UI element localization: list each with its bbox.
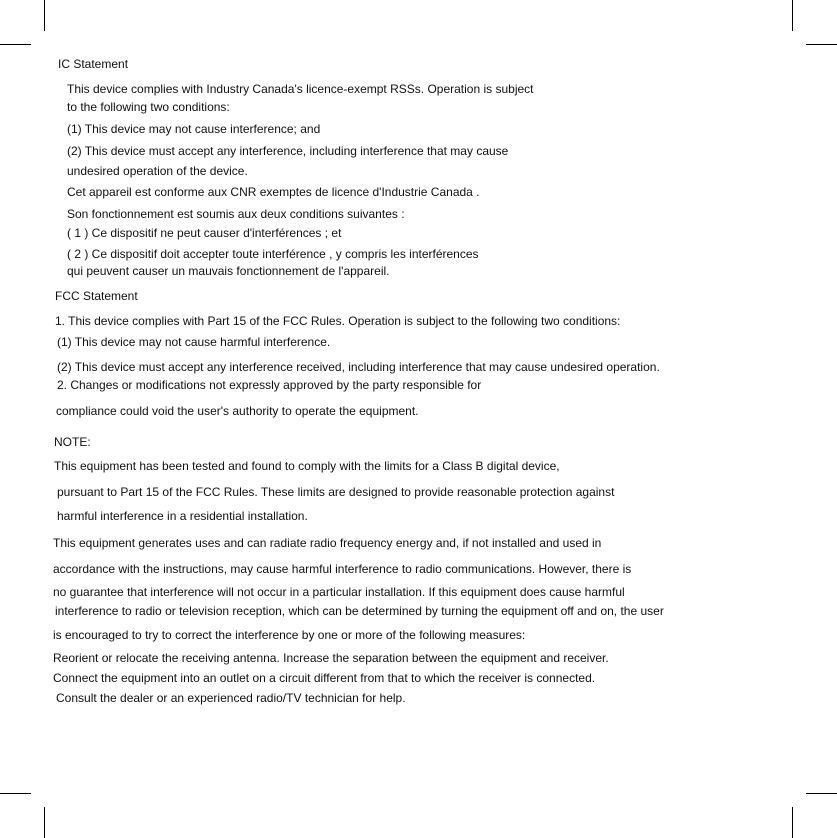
ic-line-2: to the following two conditions: <box>67 100 230 114</box>
note-line-4: This equipment generates uses and can radiate radio frequency energy and, if not installed and used in <box>53 536 602 550</box>
crop-mark-top-left-vertical <box>44 0 45 31</box>
note-line-8: is encouraged to try to correct the interference by one or more of the following measures: <box>53 628 526 642</box>
fcc-heading: FCC Statement <box>55 289 138 303</box>
crop-mark-top-right-horizontal <box>806 44 837 45</box>
note-line-10: Connect the equipment into an outlet on a circuit different from that to which the receiver is connected. <box>53 671 596 685</box>
ic-french-line-3: ( 1 ) Ce dispositif ne peut causer d'interférences ; et <box>67 226 342 240</box>
note-line-6: no guarantee that interference will not occur in a particular installation. If this equipment does cause harmful <box>53 585 625 599</box>
note-heading: NOTE: <box>54 435 91 449</box>
note-line-5: accordance with the instructions, may cause harmful interference to radio communications. However, there is <box>53 562 632 576</box>
ic-french-line-1: Cet appareil est conforme aux CNR exemptes de licence d'Industrie Canada . <box>67 185 480 199</box>
fcc-line-2: (1) This device may not cause harmful interference. <box>57 335 331 349</box>
ic-line-4: (2) This device must accept any interference, including interference that may cause <box>67 144 509 158</box>
ic-line-3: (1) This device may not cause interference; and <box>67 122 321 136</box>
note-line-1: This equipment has been tested and found to comply with the limits for a Class B digital device, <box>54 459 560 473</box>
ic-line-1: This device complies with Industry Canada's licence-exempt RSSs. Operation is subject <box>67 82 534 96</box>
fcc-line-3: (2) This device must accept any interference received, including interference that may cause undesired operation. <box>57 360 660 374</box>
fcc-line-1: 1. This device complies with Part 15 of the FCC Rules. Operation is subject to the following two conditions: <box>55 314 621 328</box>
ic-french-line-5: qui peuvent causer un mauvais fonctionnement de l'appareil. <box>67 264 390 278</box>
note-line-11: Consult the dealer or an experienced radio/TV technician for help. <box>56 691 406 705</box>
note-line-9: Reorient or relocate the receiving antenna. Increase the separation between the equipment and receiver. <box>53 651 609 665</box>
crop-mark-bottom-right-vertical <box>792 807 793 838</box>
fcc-line-4: 2. Changes or modifications not expressly approved by the party responsible for <box>57 378 482 392</box>
ic-french-line-2: Son fonctionnement est soumis aux deux conditions suivantes : <box>67 207 405 221</box>
crop-mark-top-right-vertical <box>792 0 793 31</box>
fcc-line-5: compliance could void the user's authority to operate the equipment. <box>56 404 419 418</box>
note-line-7: interference to radio or television reception, which can be determined by turning the equipment off and on, the user <box>55 604 664 618</box>
crop-mark-bottom-left-horizontal <box>0 793 31 794</box>
note-line-3: harmful interference in a residential installation. <box>57 509 308 523</box>
crop-mark-bottom-right-horizontal <box>806 793 837 794</box>
ic-heading: IC Statement <box>58 57 129 71</box>
ic-french-line-4: ( 2 ) Ce dispositif doit accepter toute interférence , y compris les interférences <box>67 247 479 261</box>
crop-mark-top-left-horizontal <box>0 44 31 45</box>
note-line-2: pursuant to Part 15 of the FCC Rules. These limits are designed to provide reasonable protection against <box>57 485 615 499</box>
ic-line-5: undesired operation of the device. <box>67 164 248 178</box>
crop-mark-bottom-left-vertical <box>44 807 45 838</box>
